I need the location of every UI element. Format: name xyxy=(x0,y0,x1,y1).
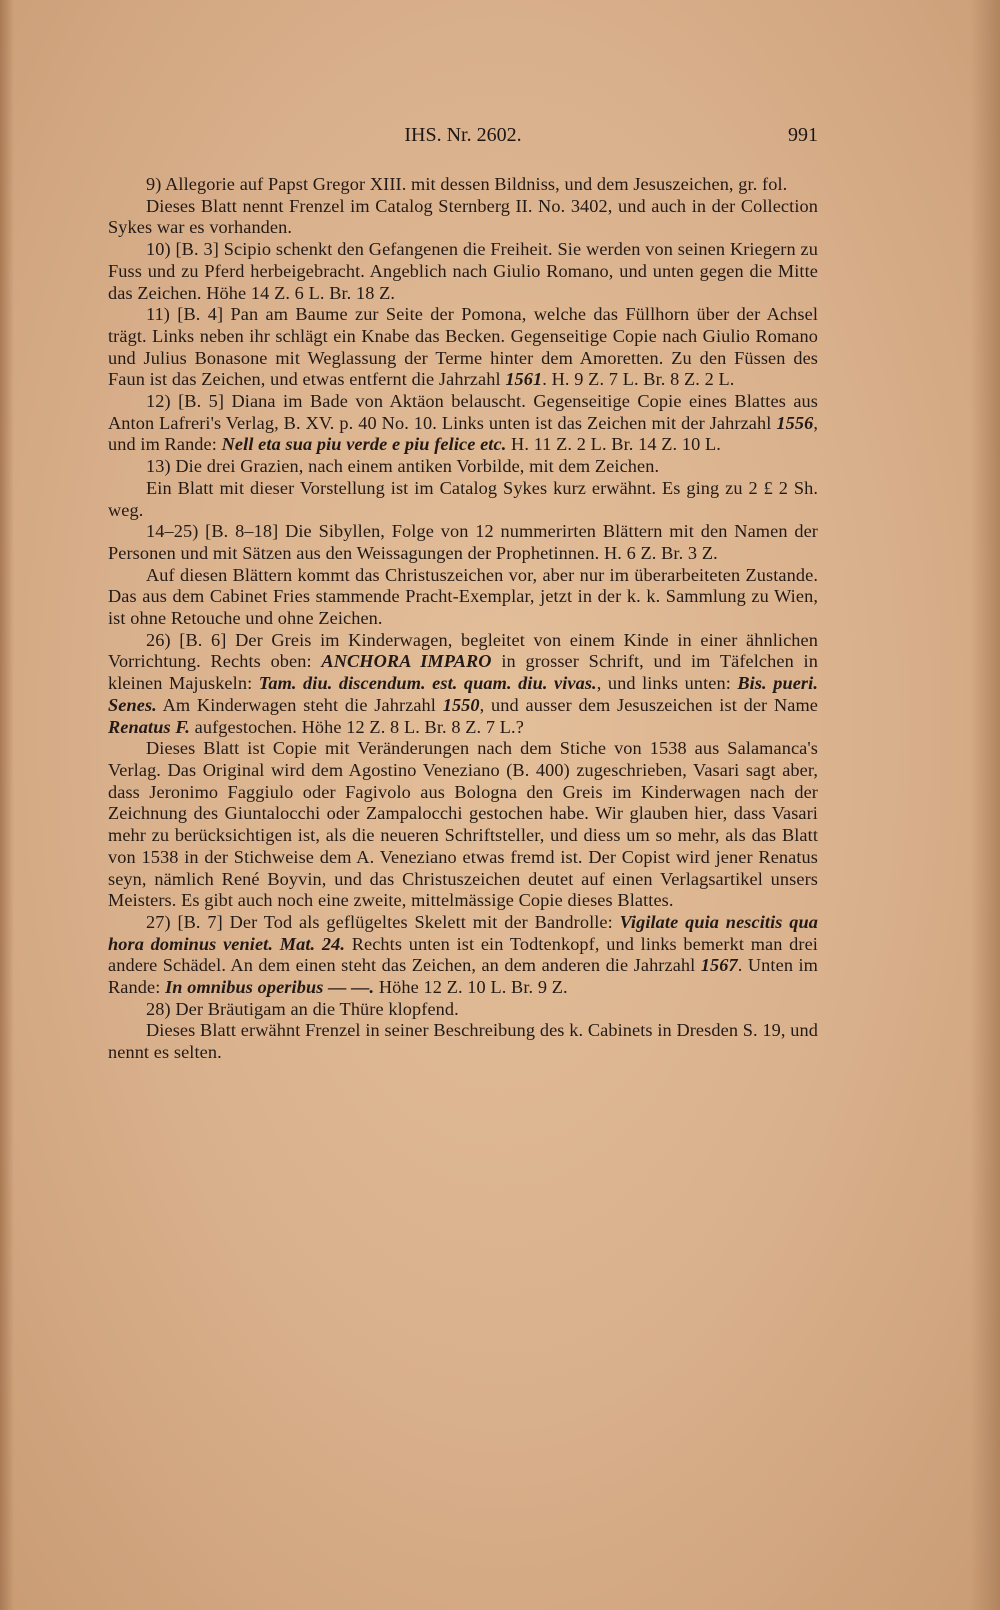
text-run: Dieses Blatt nennt Frenzel im Catalog Sternberg II. No. 3402, und auch in der Collection Sykes war es vorhanden. xyxy=(108,195,818,238)
page-edge-shadow-right xyxy=(970,0,1000,1610)
text-run: . H. 9 Z. 7 L. Br. 8 Z. 2 L. xyxy=(542,369,735,390)
paragraph xyxy=(108,630,818,739)
body-text xyxy=(108,174,818,1064)
italic-run: 1556 xyxy=(776,412,814,433)
text-run: Rechts unten ist ein Todtenkopf, und links bemerkt man drei andere Schädel. An dem einen steht das Zeichen, an dem anderen die Jahrzahl xyxy=(108,933,818,976)
text-run: in grosser Schrift, und im Täfelchen in kleinen Majuskeln: xyxy=(108,651,818,694)
page-edge-shadow-left xyxy=(0,0,14,1610)
text-run: 27) [B. 7] Der Tod als geflügeltes Skelett mit der Bandrolle: xyxy=(146,911,620,932)
text-run: , und im Rande: xyxy=(108,412,818,455)
text-run: , und ausser dem Jesuszeichen ist der Name xyxy=(479,694,818,715)
text-run: Höhe 12 Z. 10 L. Br. 9 Z. xyxy=(374,977,568,998)
paragraph xyxy=(108,174,818,196)
text-run: 9) Allegorie auf Papst Gregor XIII. mit dessen Bildniss, und dem Jesuszeichen, gr. fol. xyxy=(146,174,788,194)
paragraph xyxy=(108,999,818,1021)
text-run: 10) [B. 3] Scipio schenkt den Gefangenen die Freiheit. Sie werden von seinen Kriegern zu Fuss und zu Pferd herbeigebracht. Angeblich nach Giulio Romano, und unten gegen die Mitte das Zeichen. Höhe 14 Z. 6 L. Br. 18 Z. xyxy=(108,239,818,303)
italic-run: Vigilate quia nescitis qua hora dominus veniet. Mat. 24. xyxy=(108,911,818,954)
italic-run: Tam. diu. discendum. est. quam. diu. vivas. xyxy=(258,673,597,694)
text-run: Ein Blatt mit dieser Vorstellung ist im Catalog Sykes kurz erwähnt. Es ging zu 2 £ 2 Sh. weg. xyxy=(108,477,818,520)
header-title: IHS. Nr. 2602. xyxy=(404,124,522,146)
italic-run: In omnibus operibus — —. xyxy=(165,977,375,998)
paragraph xyxy=(108,196,818,239)
paragraph xyxy=(108,738,818,912)
text-run: Dieses Blatt ist Copie mit Veränderungen nach dem Stiche von 1538 aus Salamanca's Verlag. Das Original wird dem Agostino Veneziano (B. 400) zugeschrieben, Vasari sagt aber, dass Jeronimo Faggiulo oder Fagivolo aus Bologna den Greis im Kinderwagen nach der Zeichnung des Giuntalocchi oder Zampalocchi gestochen habe. Wir glauben hier, dass Vasari mehr zu berücksichtigen ist, als die neueren Schriftsteller, und diess um so mehr, als das Blatt von 1538 in der Stichweise dem A. Veneziano etwas fremd ist. Der Copist wird jener Renatus seyn, nämlich René Boyvin, und das Christuszeichen deutet auf einen Verlagsartikel unsers Meisters. Es gibt auch noch eine zweite, mittelmässige Copie dieses Blattes. xyxy=(108,738,818,911)
text-run: 13) Die drei Grazien, nach einem antiken Vorbilde, mit dem Zeichen. xyxy=(146,456,660,477)
text-run: 26) [B. 6] Der Greis im Kinderwagen, begleitet von einem Kinde in einer ähnlichen Vorrichtung. Rechts oben: xyxy=(108,629,818,672)
text-run: 14–25) [B. 8–18] Die Sibyllen, Folge von 12 nummerirten Blättern mit den Namen der Personen und mit Sätzen aus den Weissagungen der Prophetinnen. H. 6 Z. Br. 3 Z. xyxy=(108,521,818,563)
text-run: , und links unten: xyxy=(596,673,738,694)
page-number: 991 xyxy=(788,124,818,146)
paragraph xyxy=(108,565,818,630)
italic-run: ANCHORA IMPARO xyxy=(321,651,492,672)
paragraph xyxy=(108,1020,818,1063)
text-run: 12) [B. 5] Diana im Bade von Aktäon belauscht. Gegenseitige Copie eines Blattes aus Anton Lafreri's Verlag, B. XV. p. 40 No. 10. Links unten ist das Zeichen mit der Jahrzahl xyxy=(108,391,818,433)
paragraph xyxy=(108,456,818,478)
italic-run: Bis. pueri. Senes. xyxy=(108,673,818,715)
text-run: H. 11 Z. 2 L. Br. 14 Z. 10 L. xyxy=(506,434,721,455)
paragraph xyxy=(108,391,818,456)
text-run: Am Kinderwagen steht die Jahrzahl xyxy=(156,694,443,715)
paragraph xyxy=(108,912,818,999)
running-header xyxy=(108,124,818,154)
italic-run: Renatus F. xyxy=(108,716,190,737)
text-run: Dieses Blatt erwähnt Frenzel in seiner Beschreibung des k. Cabinets in Dresden S. 19, und nennt es selten. xyxy=(108,1020,818,1063)
paragraph xyxy=(108,239,818,304)
italic-run: Nell eta sua piu verde e piu felice etc. xyxy=(221,434,507,455)
text-run: 28) Der Bräutigam an die Thüre klopfend. xyxy=(146,998,459,1019)
italic-run: 1550 xyxy=(442,694,480,715)
italic-run: 1567 xyxy=(700,955,738,976)
paragraph xyxy=(108,304,818,391)
text-run: aufgestochen. Höhe 12 Z. 8 L. Br. 8 Z. 7 L.? xyxy=(189,716,524,737)
text-run: Auf diesen Blättern kommt das Christuszeichen vor, aber nur im überarbeiteten Zustande. Das aus dem Cabinet Fries stammende Pracht-Exemplar, jetzt in der k. k. Sammlung zu Wien, ist ohne Retouche und ohne Zeichen. xyxy=(108,564,818,629)
italic-run: 1561 xyxy=(505,369,543,390)
text-run: 11) [B. 4] Pan am Baume zur Seite der Pomona, welche das Füllhorn über der Achsel trägt. Links neben ihr schlägt ein Knabe das Becken. Gegenseitige Copie nach Giulio Romano und Julius Bonasone mit Weglassung der Terme hinter dem Amoretten. Zu den Füssen des Faun ist das Zeichen, und etwas entfernt die Jahrzahl xyxy=(108,304,818,390)
text-run: . Unten im Rande: xyxy=(108,955,819,998)
paragraph xyxy=(108,478,818,521)
paragraph xyxy=(108,521,818,564)
